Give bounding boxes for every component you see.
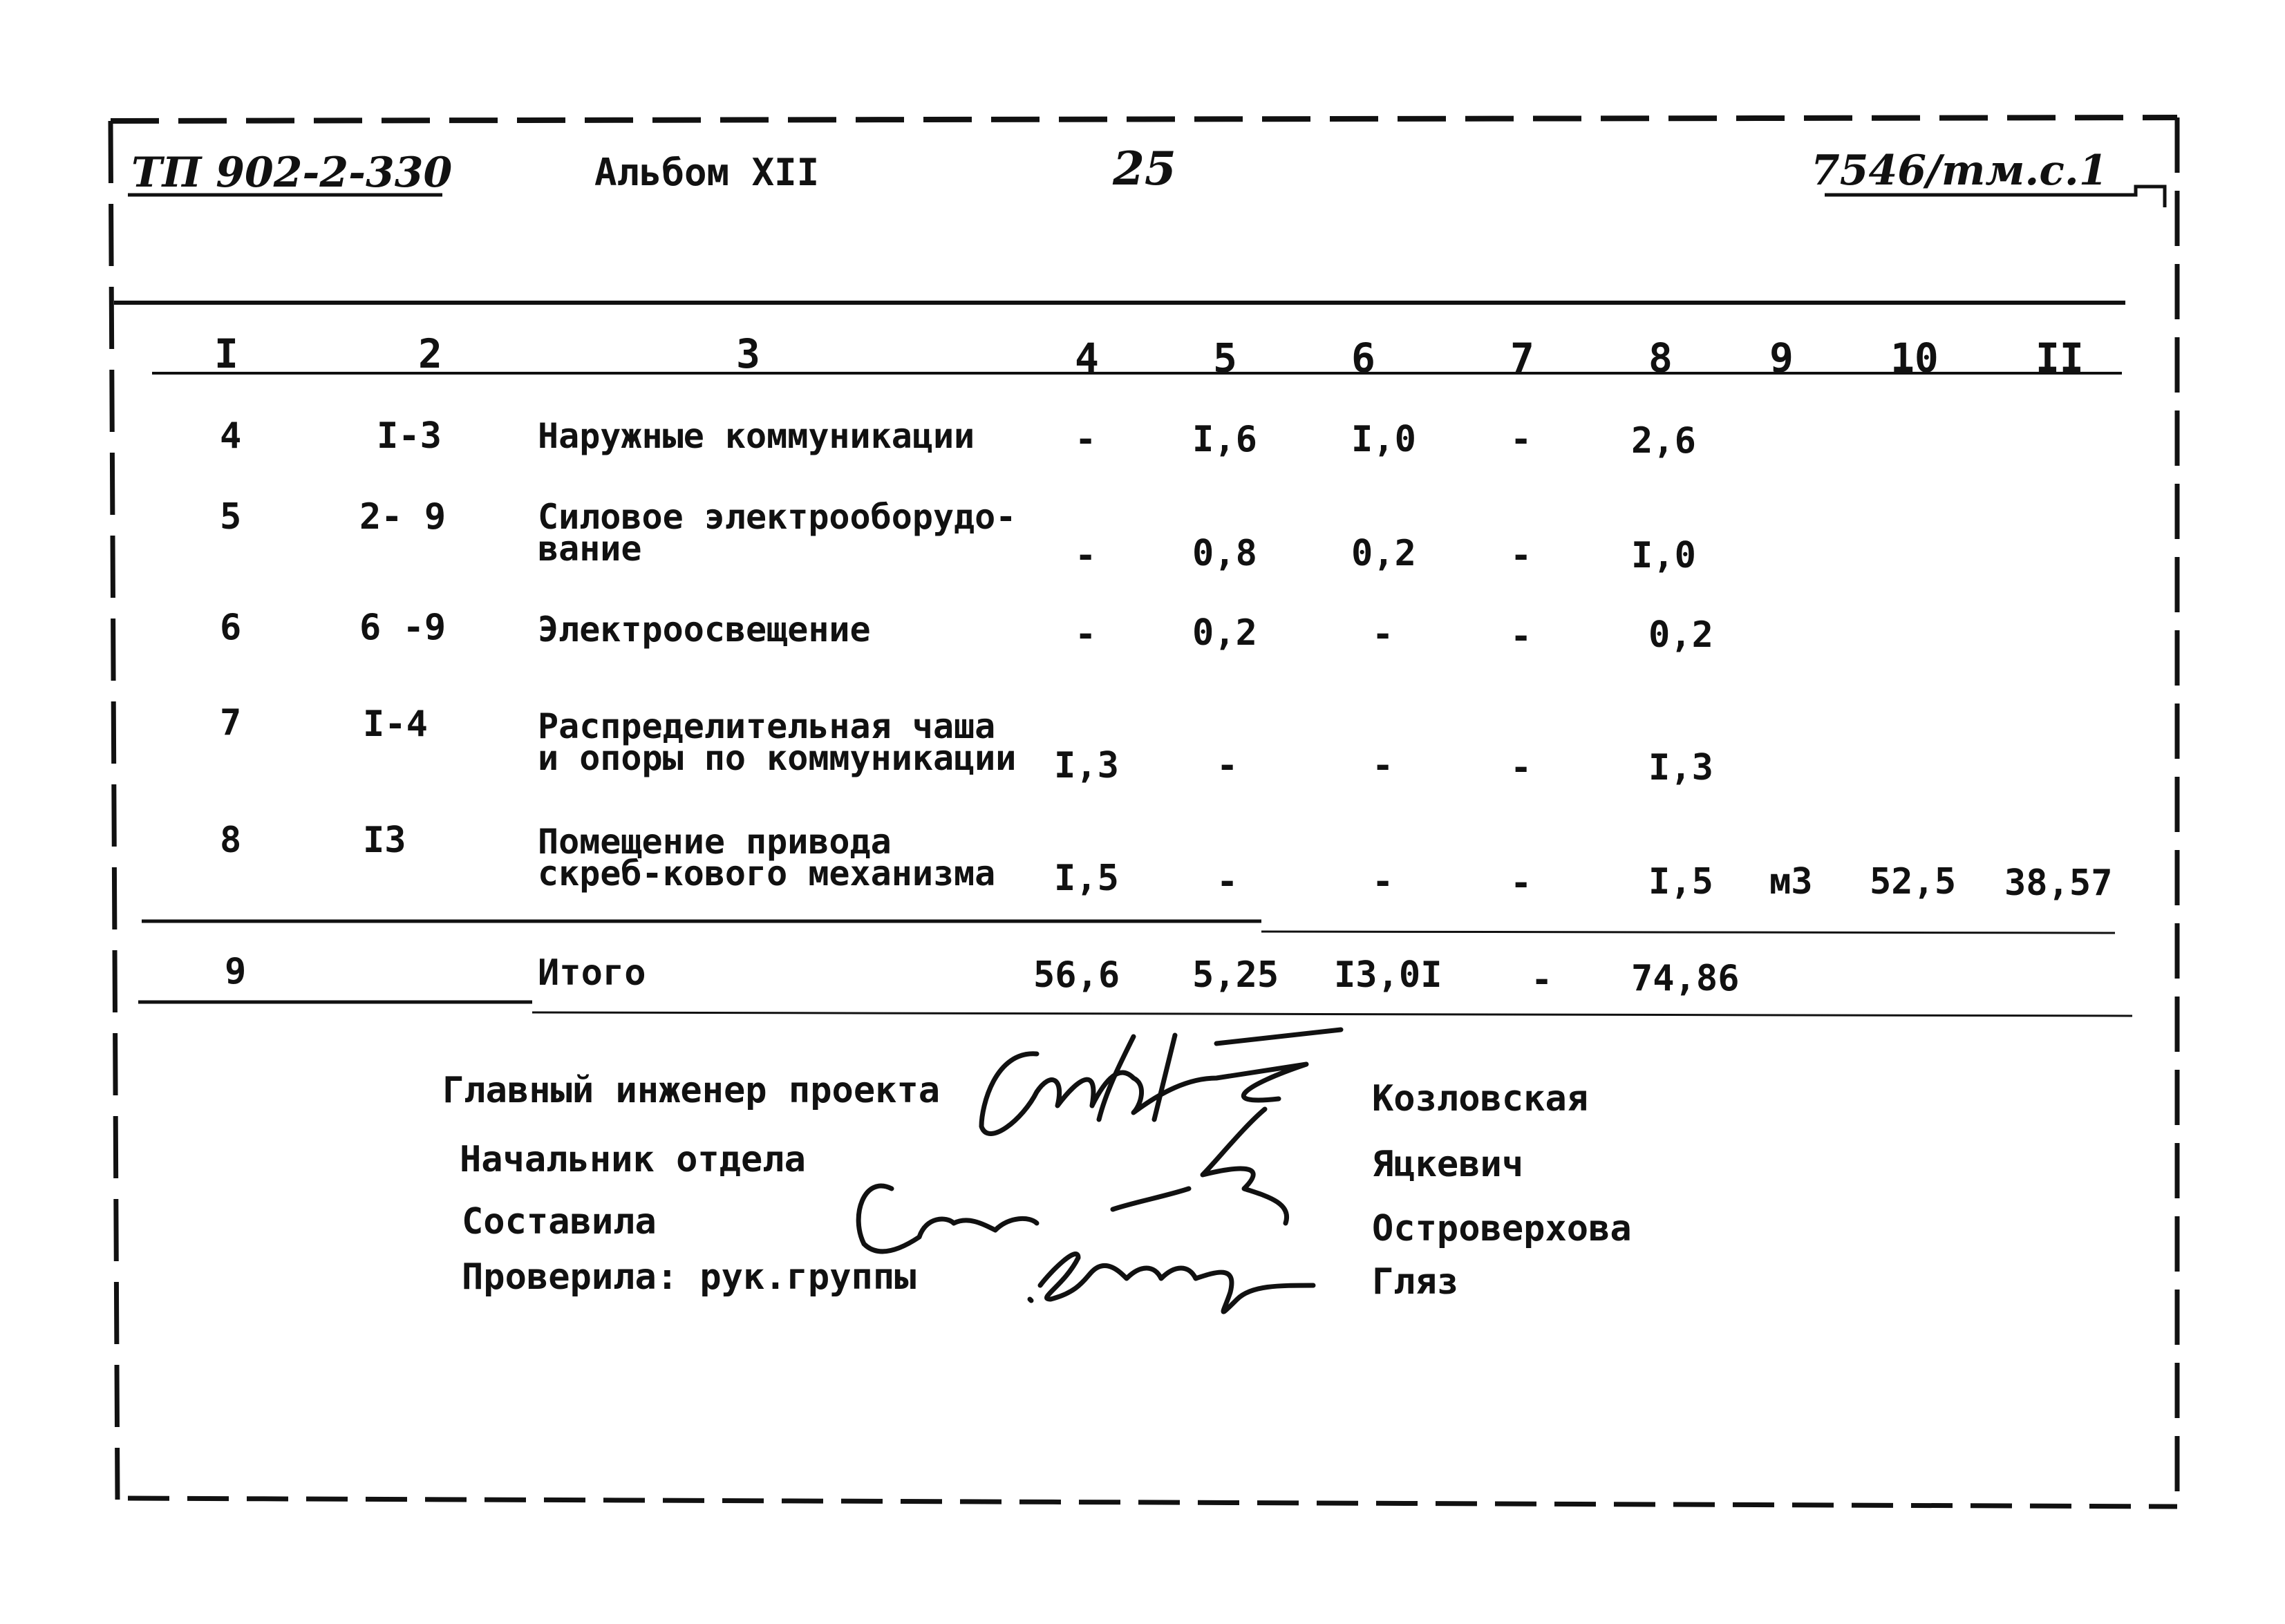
cell-col8: 2,6 bbox=[1631, 420, 1696, 462]
row-description: Распределительная чаша и опоры по коммуникации bbox=[538, 706, 1017, 778]
row-ref: 6 -9 bbox=[359, 607, 446, 648]
album-label: Альбом XII bbox=[594, 151, 820, 194]
row-ref: 2- 9 bbox=[359, 496, 446, 538]
row-description: Силовое электрооборудо-вание bbox=[538, 497, 1017, 569]
column-number: 10 bbox=[1890, 334, 1939, 381]
cell-col6: - bbox=[1372, 614, 1394, 655]
row-description: Наружные коммуникации bbox=[538, 416, 975, 456]
column-number: 5 bbox=[1213, 334, 1237, 381]
signature-role: Главный инженер проекта bbox=[442, 1070, 941, 1111]
row-ref: I-4 bbox=[363, 704, 428, 745]
cell-col7: - bbox=[1510, 535, 1532, 576]
row-number: 4 bbox=[220, 415, 242, 457]
row-number: 5 bbox=[220, 496, 242, 538]
cell-col8: I,0 bbox=[1631, 535, 1696, 576]
total-col5: 5,25 bbox=[1192, 954, 1279, 996]
column-number: 3 bbox=[736, 330, 760, 377]
row-number: 7 bbox=[220, 702, 242, 744]
cell-col7: - bbox=[1510, 862, 1532, 904]
column-number: 7 bbox=[1510, 334, 1534, 381]
row-ref: I3 bbox=[363, 820, 406, 861]
cell-col5: - bbox=[1216, 861, 1239, 903]
signature-role: Начальник отдела bbox=[460, 1139, 806, 1180]
cell-col7: - bbox=[1510, 616, 1532, 657]
cell-col4: - bbox=[1075, 614, 1097, 655]
cell-col5: 0,2 bbox=[1192, 612, 1257, 654]
column-number: 4 bbox=[1075, 334, 1099, 381]
cell-col4: - bbox=[1075, 419, 1097, 460]
signature-name: Яцкевич bbox=[1372, 1144, 1524, 1185]
cell-col5: - bbox=[1216, 745, 1239, 786]
cell-col8: 0,2 bbox=[1648, 614, 1713, 656]
cell-col10: 52,5 bbox=[1870, 861, 1957, 903]
page-number: 25 bbox=[1113, 142, 1176, 196]
signature-name: Козловская bbox=[1372, 1078, 1589, 1120]
column-number: 6 bbox=[1351, 334, 1375, 381]
signature-role: Проверила: рук.группы bbox=[462, 1256, 916, 1298]
cell-col4: I,3 bbox=[1054, 745, 1119, 786]
cell-col11: 38,57 bbox=[2004, 862, 2113, 904]
row-number: 8 bbox=[220, 820, 242, 861]
row-number: 9 bbox=[225, 951, 247, 992]
signature-role: Составила bbox=[462, 1201, 657, 1243]
cell-col8: I,3 bbox=[1648, 747, 1713, 789]
column-number: 9 bbox=[1769, 334, 1794, 381]
cell-col6: - bbox=[1372, 745, 1394, 786]
cell-col5: 0,8 bbox=[1192, 533, 1257, 574]
cell-col7: - bbox=[1510, 747, 1532, 789]
row-description: Помещение привода скреб-кового механизма bbox=[538, 822, 996, 894]
cell-col7: - bbox=[1510, 419, 1532, 460]
row-description: Электроосвещение bbox=[538, 610, 871, 650]
column-number: I bbox=[214, 330, 238, 377]
document-code: ТП 902-2-330 bbox=[131, 149, 453, 197]
row-number: 6 bbox=[220, 607, 242, 648]
cell-col6: I,0 bbox=[1351, 419, 1416, 460]
row-ref: I-3 bbox=[377, 415, 442, 457]
total-label: Итого bbox=[538, 952, 646, 994]
total-col4: 56,6 bbox=[1033, 954, 1120, 996]
column-number: II bbox=[2035, 334, 2084, 381]
cell-col4: I,5 bbox=[1054, 858, 1119, 899]
total-col8: 74,86 bbox=[1631, 958, 1740, 999]
total-col6: I3,0I bbox=[1334, 954, 1442, 996]
inventory-number: 7546/тм.с.1 bbox=[1811, 147, 2108, 195]
cell-col6: - bbox=[1372, 861, 1394, 903]
signature-name: Островерхова bbox=[1372, 1208, 1632, 1249]
signature-name: Гляз bbox=[1372, 1261, 1459, 1303]
cell-col5: I,6 bbox=[1192, 419, 1257, 460]
column-number: 8 bbox=[1648, 334, 1673, 381]
cell-col8: I,5 bbox=[1648, 861, 1713, 903]
cell-col6: 0,2 bbox=[1351, 533, 1416, 574]
cell-col4: - bbox=[1075, 535, 1097, 576]
total-col7: - bbox=[1531, 959, 1553, 1001]
column-number: 2 bbox=[418, 330, 442, 377]
cell-col9: м3 bbox=[1769, 861, 1813, 903]
